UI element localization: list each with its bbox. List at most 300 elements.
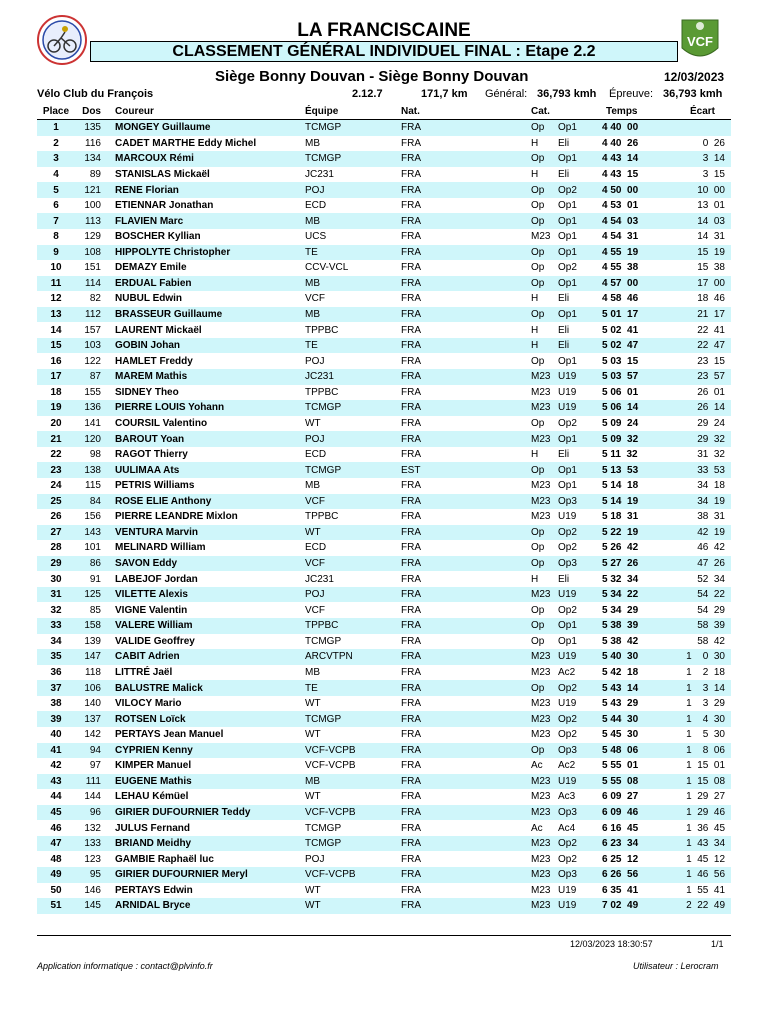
row-nat: FRA	[401, 137, 421, 149]
row-ecart: 1 43 34	[660, 836, 731, 852]
row-cat-main: Op	[531, 153, 545, 165]
row-cat	[531, 525, 594, 541]
stage-code: 2.12.7	[352, 88, 383, 100]
row-rider: VALERE William	[109, 618, 305, 634]
row-team: TE	[305, 245, 401, 261]
row-rider: VIGNE Valentin	[115, 604, 188, 616]
row-ecart: 17 00	[660, 276, 731, 292]
row-place: 7	[37, 213, 75, 229]
row-dos: 143	[75, 525, 109, 541]
row-place: 18	[50, 386, 62, 398]
row-nat: FRA	[401, 511, 421, 523]
table-row	[37, 743, 731, 759]
row-cat	[531, 447, 594, 463]
row-nat: FRA	[401, 494, 531, 510]
row-dos: 85	[89, 604, 101, 616]
row-place: 16	[50, 355, 62, 367]
row-cat-main: Op	[531, 184, 545, 196]
row-dos: 141	[84, 417, 101, 429]
row-cat	[531, 883, 594, 899]
row-cat-sub: Op2	[558, 713, 577, 725]
print-timestamp: 12/03/2023 18:30:57	[570, 939, 653, 949]
row-ecart: 33 53	[660, 462, 731, 478]
row-cat-sub: Op3	[558, 495, 577, 507]
row-nat: FRA	[401, 120, 531, 136]
row-cat	[531, 820, 594, 836]
row-ecart: 34 19	[660, 494, 731, 510]
row-cat-main: Op	[531, 215, 545, 227]
row-ecart: 1 5 30	[686, 729, 725, 741]
row-rider: PERTAYS Edwin	[115, 884, 193, 896]
row-ecart: 23 15	[697, 355, 725, 367]
row-cat	[531, 431, 594, 447]
row-rider: PIERRE LOUIS Yohann	[109, 400, 305, 416]
row-cat-sub: Op2	[558, 542, 577, 554]
row-team: TPPBC	[305, 386, 339, 398]
row-place: 12	[50, 293, 62, 305]
row-cat	[531, 291, 594, 307]
table-row	[37, 836, 731, 852]
row-time: 5 26 42	[602, 542, 639, 554]
row-cat-sub: Op2	[558, 729, 577, 741]
table-row	[37, 805, 731, 821]
row-dos: 103	[75, 338, 109, 354]
row-dos: 120	[75, 431, 109, 447]
table-row	[37, 525, 731, 541]
table-row	[37, 229, 731, 245]
row-ecart: 1 36 45	[686, 822, 725, 834]
row-time: 5 32 34	[602, 573, 639, 585]
row-nat: FRA	[401, 417, 421, 429]
row-ecart: 1 15 01	[686, 760, 725, 772]
row-nat: FRA	[401, 231, 421, 243]
row-team: JC231	[305, 369, 401, 385]
row-ecart: 34 18	[697, 480, 725, 492]
row-cat-sub: U19	[558, 884, 577, 896]
row-ecart: 1 3 29	[686, 698, 725, 710]
row-cat	[531, 696, 594, 712]
table-row	[37, 307, 731, 323]
row-team: MB	[305, 774, 401, 790]
row-ecart: 14 31	[697, 231, 725, 243]
table-row	[37, 447, 731, 463]
row-team: TCMGP	[305, 836, 401, 852]
row-team: WT	[305, 898, 401, 914]
row-ecart: 22 47	[660, 338, 731, 354]
row-place: 17	[37, 369, 75, 385]
row-ecart: 1 4 30	[660, 711, 731, 727]
row-ecart: 1 46 56	[660, 867, 731, 883]
row-cat-main: M23	[531, 402, 551, 414]
row-cat	[531, 213, 594, 229]
row-cat-sub: U19	[558, 402, 577, 414]
row-time: 5 03 15	[602, 355, 639, 367]
row-cat-sub: Op3	[558, 558, 577, 570]
row-dos: 116	[85, 137, 101, 149]
row-team: ARCVTPN	[305, 649, 401, 665]
row-rider: GIRIER DUFOURNIER Meryl	[109, 867, 305, 883]
row-nat: FRA	[401, 324, 421, 336]
row-cat	[531, 867, 594, 883]
row-time: 5 14 19	[594, 494, 660, 510]
row-cat-sub: Op1	[558, 153, 577, 165]
row-cat-main: Op	[531, 200, 545, 212]
row-cat-sub: Op2	[558, 417, 577, 429]
row-cat	[531, 898, 594, 914]
row-cat-sub: U19	[558, 589, 577, 601]
row-rider: COURSIL Valentino	[115, 417, 208, 429]
row-nat: FRA	[401, 587, 531, 603]
row-time: 5 01 17	[594, 307, 660, 323]
row-cat-main: M23	[531, 651, 551, 663]
row-rider: HAMLET Freddy	[115, 355, 193, 367]
row-rider: PERTAYS Jean Manuel	[115, 729, 224, 741]
col-equipe: Équipe	[305, 104, 401, 120]
row-team: VCF	[305, 556, 401, 572]
row-ecart: 1 55 41	[686, 884, 725, 896]
row-team: TPPBC	[305, 618, 401, 634]
row-cat	[531, 338, 594, 354]
row-team: WT	[305, 525, 401, 541]
row-rider: MELINARD William	[115, 542, 206, 554]
table-row	[37, 245, 731, 261]
row-dos: 125	[75, 587, 109, 603]
table-row	[37, 136, 731, 152]
table-row	[37, 369, 731, 385]
row-time: 5 02 47	[594, 338, 660, 354]
row-cat	[531, 587, 594, 603]
row-cat	[531, 680, 594, 696]
row-place: 32	[50, 604, 62, 616]
row-cat-sub: Op1	[558, 277, 577, 289]
row-time: 6 35 41	[602, 884, 639, 896]
row-nat: FRA	[401, 618, 531, 634]
row-place: 29	[37, 556, 75, 572]
row-cat	[531, 665, 594, 681]
row-place: 25	[37, 494, 75, 510]
row-cat	[531, 540, 594, 556]
row-place: 40	[50, 729, 62, 741]
col-dos: Dos	[75, 104, 109, 120]
row-rider: GIRIER DUFOURNIER Teddy	[109, 805, 305, 821]
row-ecart: 3 14	[660, 151, 731, 167]
row-cat-main: M23	[531, 433, 551, 445]
row-cat-sub: Op1	[558, 215, 577, 227]
row-nat: FRA	[401, 182, 531, 198]
row-time: 6 23 34	[594, 836, 660, 852]
row-rider: GOBIN Johan	[109, 338, 305, 354]
row-rider: VALIDE Geoffrey	[115, 635, 195, 647]
row-cat-main: M23	[531, 480, 551, 492]
row-team: MB	[305, 276, 401, 292]
row-dos: 118	[85, 666, 101, 678]
row-cat-main: M23	[531, 386, 551, 398]
row-dos: 157	[84, 324, 101, 336]
row-place: 6	[53, 200, 59, 212]
user-credit: Utilisateur : Lerocram	[633, 961, 719, 971]
results-body	[37, 120, 731, 914]
row-rider: JULUS Fernand	[115, 822, 191, 834]
row-dos: 108	[75, 245, 109, 261]
row-team: TCMGP	[305, 120, 401, 136]
row-dos: 155	[84, 386, 101, 398]
row-cat	[531, 805, 594, 821]
row-cat	[531, 711, 594, 727]
row-place: 48	[50, 853, 62, 865]
row-place: 19	[37, 400, 75, 416]
row-place: 35	[37, 649, 75, 665]
row-rider: PIERRE LEANDRE Mixlon	[115, 511, 238, 523]
row-team: POJ	[305, 182, 401, 198]
row-cat	[531, 602, 594, 618]
row-cat	[531, 151, 594, 167]
page-subtitle: CLASSEMENT GÉNÉRAL INDIVIDUEL FINAL : Etape 2.2	[90, 41, 678, 62]
row-cat-main: Op	[531, 558, 545, 570]
row-time: 5 42 18	[602, 666, 639, 678]
row-place: 5	[37, 182, 75, 198]
row-cat-main: M23	[531, 900, 551, 912]
app-credit: Application informatique : contact@plvinfo.fr	[37, 961, 213, 971]
row-time: 5 11 32	[602, 449, 638, 461]
row-rider: SAVON Eddy	[109, 556, 305, 572]
row-place: 46	[50, 822, 62, 834]
table-row	[37, 291, 731, 307]
row-place: 1	[37, 120, 75, 136]
row-cat-sub: U19	[558, 698, 577, 710]
row-rider: BALUSTRE Malick	[109, 680, 305, 696]
row-nat: FRA	[401, 698, 421, 710]
table-row	[37, 587, 731, 603]
table-row	[37, 120, 731, 136]
row-cat-main: M23	[531, 666, 551, 678]
row-dos: 137	[75, 711, 109, 727]
distance: 171,7 km	[421, 88, 468, 100]
row-ecart: 1 3 14	[660, 680, 731, 696]
row-dos: 91	[89, 573, 101, 585]
row-ecart: 1 29 27	[686, 791, 725, 803]
row-ecart: 46 42	[697, 542, 725, 554]
row-cat-sub: Eli	[558, 293, 570, 305]
row-cat-sub: Op2	[558, 838, 577, 850]
table-row	[37, 634, 731, 650]
row-time: 5 55 01	[602, 760, 639, 772]
row-dos: 151	[84, 262, 101, 274]
row-cat	[531, 229, 594, 245]
row-time: 5 18 31	[602, 511, 639, 523]
row-ecart: 1 15 08	[660, 774, 731, 790]
row-place: 36	[50, 666, 62, 678]
row-time: 4 55 38	[602, 262, 639, 274]
row-rider: VILOCY Mario	[115, 698, 182, 710]
epreuve-speed-label: Épreuve:	[609, 88, 654, 100]
row-cat	[531, 369, 594, 385]
row-ecart: 3 15	[702, 168, 725, 180]
row-ecart: 0 26	[702, 137, 725, 149]
row-nat: FRA	[401, 774, 531, 790]
row-nat: FRA	[401, 338, 531, 354]
col-ecart: Écart	[660, 104, 731, 120]
row-rider: BRIAND Meidhy	[109, 836, 305, 852]
row-time: 5 34 29	[602, 604, 639, 616]
row-cat-main: H	[531, 449, 539, 461]
row-ecart: 29 24	[697, 417, 725, 429]
vcf-logo-text: VCF	[687, 34, 713, 49]
row-cat	[531, 571, 594, 587]
row-cat-main: Op	[531, 635, 545, 647]
row-cat	[531, 836, 594, 852]
row-ecart: 1 45 12	[686, 853, 725, 865]
row-ecart: 21 17	[660, 307, 731, 323]
row-cat-main: Op	[531, 122, 545, 134]
row-time: 5 09 32	[594, 431, 660, 447]
row-dos: 158	[75, 618, 109, 634]
row-cat-sub: Ac2	[558, 760, 576, 772]
row-nat: FRA	[401, 556, 531, 572]
row-cat-main: M23	[531, 869, 551, 881]
table-row	[37, 431, 731, 447]
table-row	[37, 385, 731, 401]
row-cat-sub: Op1	[558, 464, 577, 476]
row-cat-sub: Op3	[558, 807, 577, 819]
row-team: WT	[305, 791, 321, 803]
row-dos: 82	[89, 293, 101, 305]
row-cat-main: Op	[531, 417, 545, 429]
row-team: MB	[305, 137, 320, 149]
row-time: 7 02 49	[594, 898, 660, 914]
row-cat-sub: Op1	[558, 355, 577, 367]
row-rider: ETIENNAR Jonathan	[115, 200, 214, 212]
row-nat: FRA	[401, 760, 421, 772]
row-cat-main: Op	[531, 620, 545, 632]
row-place: 13	[37, 307, 75, 323]
row-place: 27	[37, 525, 75, 541]
row-cat-sub: Op2	[558, 604, 577, 616]
row-dos: 121	[75, 182, 109, 198]
row-nat: FRA	[401, 822, 421, 834]
row-cat	[531, 182, 594, 198]
row-rider: CABIT Adrien	[109, 649, 305, 665]
row-time: 5 55 08	[594, 774, 660, 790]
row-cat-main: M23	[531, 729, 551, 741]
row-team: WT	[305, 729, 321, 741]
row-team: MB	[305, 480, 320, 492]
row-nat: FRA	[401, 213, 531, 229]
row-dos: 106	[75, 680, 109, 696]
row-cat	[531, 478, 594, 494]
row-rider: LABEJOF Jordan	[115, 573, 198, 585]
row-nat: FRA	[401, 743, 531, 759]
row-cat-main: H	[531, 340, 539, 352]
row-place: 10	[50, 262, 62, 274]
row-team: TCMGP	[305, 822, 342, 834]
row-place: 38	[50, 698, 62, 710]
row-dos: 98	[89, 449, 101, 461]
table-row	[37, 711, 731, 727]
epreuve-speed: 36,793 kmh	[663, 88, 723, 100]
row-dos: 94	[75, 743, 109, 759]
row-time: 4 57 00	[594, 276, 660, 292]
row-place: 50	[50, 884, 62, 896]
row-dos: 142	[84, 729, 101, 741]
row-dos: 87	[75, 369, 109, 385]
row-ecart: 42 19	[660, 525, 731, 541]
row-cat-sub: Eli	[558, 340, 570, 352]
row-ecart: 29 32	[660, 431, 731, 447]
table-row	[37, 276, 731, 292]
table-row	[37, 338, 731, 354]
row-dos: 136	[75, 400, 109, 416]
row-team: TCMGP	[305, 711, 401, 727]
general-speed: 36,793 kmh	[537, 88, 597, 100]
row-nat: FRA	[401, 245, 531, 261]
row-cat-main: M23	[531, 775, 551, 787]
row-cat-main: M23	[531, 371, 551, 383]
row-nat: FRA	[401, 200, 421, 212]
row-cat-main: M23	[531, 713, 551, 725]
row-nat: FRA	[401, 805, 531, 821]
row-nat: FRA	[401, 431, 531, 447]
row-nat: FRA	[401, 168, 421, 180]
row-dos: 113	[75, 213, 109, 229]
row-cat	[531, 136, 594, 152]
page-number: 1/1	[711, 939, 724, 949]
row-nat: FRA	[401, 729, 421, 741]
row-time: 5 03 57	[594, 369, 660, 385]
row-cat	[531, 307, 594, 323]
row-cat-sub: Ac4	[558, 822, 576, 834]
row-time: 5 38 42	[602, 635, 639, 647]
row-team: VCF	[305, 604, 325, 616]
row-cat-sub: Op2	[558, 853, 577, 865]
row-rider: STANISLAS Mickaël	[115, 168, 210, 180]
row-cat-main: Op	[531, 246, 545, 258]
row-ecart: 31 32	[697, 449, 725, 461]
row-cat-main: M23	[531, 698, 551, 710]
row-ecart: 58 39	[660, 618, 731, 634]
row-cat-sub: Eli	[558, 449, 570, 461]
row-nat: FRA	[401, 369, 531, 385]
row-cat	[531, 120, 594, 136]
table-row	[37, 851, 731, 867]
row-nat: FRA	[401, 355, 421, 367]
row-team: VCF-VCPB	[305, 805, 401, 821]
club-name: Vélo Club du François	[37, 88, 154, 100]
row-cat-sub: Op2	[558, 526, 577, 538]
col-place: Place	[37, 104, 75, 120]
row-nat: FRA	[401, 276, 531, 292]
row-ecart: 13 01	[697, 200, 725, 212]
table-row	[37, 867, 731, 883]
row-time: 5 06 14	[594, 400, 660, 416]
row-team: JC231	[305, 168, 334, 180]
row-place: 21	[37, 431, 75, 447]
row-ecart: 1 8 06	[660, 743, 731, 759]
row-cat-main: H	[531, 573, 539, 585]
row-cat-main: M23	[531, 791, 551, 803]
row-nat: FRA	[401, 666, 421, 678]
race-date: 12/03/2023	[664, 70, 725, 84]
row-nat: FRA	[401, 449, 421, 461]
row-cat-sub: Op1	[558, 122, 577, 134]
row-ecart: 54 22	[660, 587, 731, 603]
row-cat	[531, 509, 594, 525]
row-nat: EST	[401, 462, 531, 478]
row-team: TPPBC	[305, 511, 339, 523]
row-cat-main: H	[531, 137, 539, 149]
row-ecart: 23 57	[660, 369, 731, 385]
row-nat: FRA	[401, 262, 421, 274]
row-cat	[531, 618, 594, 634]
